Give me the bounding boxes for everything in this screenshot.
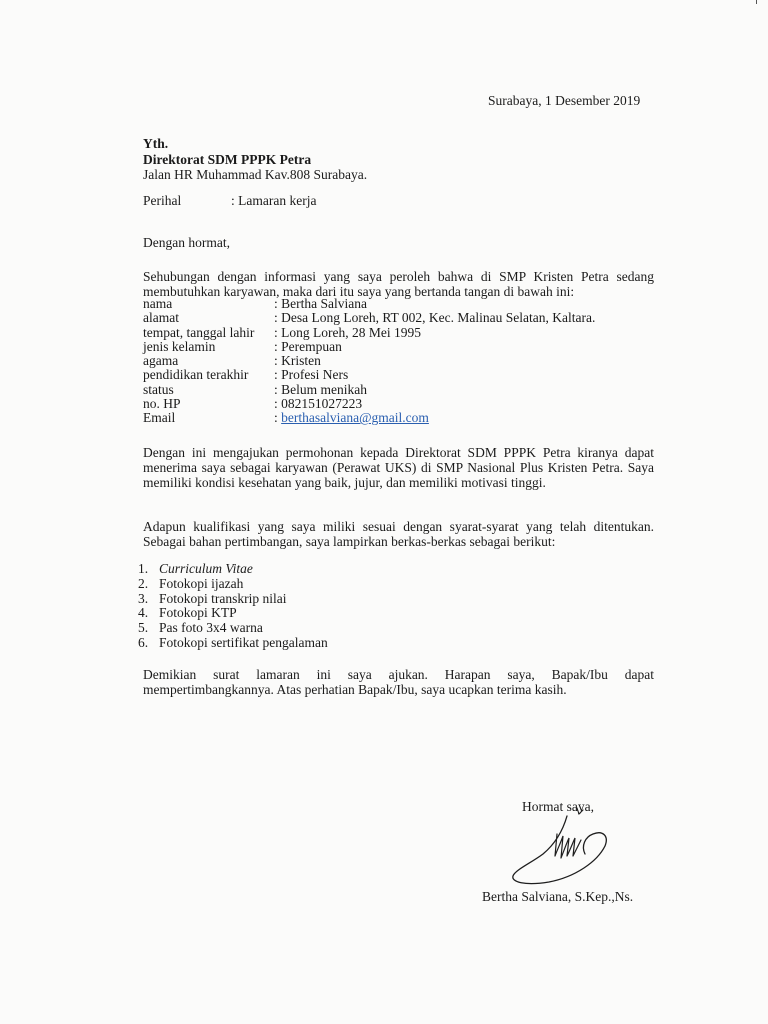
detail-label: agama <box>143 353 179 369</box>
detail-row-phone <box>143 396 663 410</box>
detail-label: status <box>143 381 174 397</box>
detail-row-birth <box>143 325 663 339</box>
list-text: Fotokopi KTP <box>159 605 237 621</box>
recipient-salutation: Yth. <box>143 136 169 151</box>
closing-paragraph: Demikian surat lamaran ini saya ajukan. Harapan saya, Bapak/Ibu dapat mempertimbangkannya. Atas perhatian Bapak/Ibu, saya ucapkan terima kasih. <box>143 667 654 697</box>
detail-label: Email <box>143 410 176 426</box>
detail-label: jenis kelamin <box>143 338 216 354</box>
detail-value: : Belum menikah <box>274 381 367 397</box>
list-number: 1. <box>138 561 149 576</box>
detail-value: : 082151027223 <box>274 396 363 412</box>
detail-label: pendidikan terakhir <box>143 367 249 383</box>
scan-mark <box>756 0 757 4</box>
detail-row-religion <box>143 353 663 367</box>
list-number: 6. <box>138 634 149 650</box>
detail-row-email <box>143 410 663 424</box>
place-date: Surabaya, 1 Desember 2019 <box>488 93 641 108</box>
list-text: Fotokopi transkrip nilai <box>159 590 287 606</box>
subject-label: Perihal <box>143 193 182 208</box>
detail-value: : Long Loreh, 28 Mei 1995 <box>274 324 421 340</box>
detail-label: no. HP <box>143 396 181 412</box>
closing-salutation: Hormat saya, <box>522 799 594 814</box>
email-prefix: : <box>274 410 282 426</box>
detail-label: alamat <box>143 310 179 326</box>
detail-row-address <box>143 310 663 324</box>
list-text: Fotokopi sertifikat pengalaman <box>159 634 328 650</box>
list-number: 5. <box>138 620 149 636</box>
subject-line <box>143 193 317 208</box>
recipient-name: Direktorat SDM PPPK Petra <box>143 151 312 167</box>
list-number: 4. <box>138 605 149 621</box>
greeting: Dengan hormat, <box>143 235 230 250</box>
detail-value <box>274 410 429 425</box>
list-text: Pas foto 3x4 warna <box>159 620 263 636</box>
signer-name: Bertha Salviana, S.Kep.,Ns. <box>482 889 634 904</box>
detail-value: : Bertha Salviana <box>274 296 367 311</box>
email-link[interactable]: berthasalviana@gmail.com <box>281 410 429 426</box>
intro-paragraph: Sehubungan dengan informasi yang saya peroleh bahwa di SMP Kristen Petra sedang membutuhkan karyawan, maka dari itu saya yang bertanda tangan di bawah ini: <box>143 269 654 299</box>
list-number: 3. <box>138 590 149 606</box>
list-text: Fotokopi ijazah <box>159 575 244 591</box>
detail-value: : Desa Long Loreh, RT 002, Kec. Malinau Selatan, Kaltara. <box>274 310 596 326</box>
subject-value: : Lamaran kerja <box>231 193 317 208</box>
detail-value: : Profesi Ners <box>274 367 349 383</box>
recipient-block <box>143 136 367 183</box>
detail-label: nama <box>143 296 173 311</box>
detail-value: : Perempuan <box>274 338 342 354</box>
application-paragraph: Dengan ini mengajukan permohonan kepada Direktorat SDM PPPK Petra kiranya dapat menerima saya sebagai karyawan (Perawat UKS) di SMP Nasional Plus Kristen Petra. Saya memiliki kondisi kesehatan yang baik, jujur, dan memiliki motivasi tinggi. <box>143 445 654 490</box>
detail-label: tempat, tanggal lahir <box>143 324 255 340</box>
detail-value: : Kristen <box>274 353 321 369</box>
qualification-paragraph: Adapun kualifikasi yang saya miliki sesuai dengan syarat-syarat yang telah ditentukan. Sebagai bahan pertimbangan, saya lampirkan berkas-berkas sebagai berikut: <box>143 519 654 549</box>
handwritten-signature <box>505 800 625 890</box>
detail-row-education <box>143 367 663 381</box>
detail-row-status <box>143 382 663 396</box>
list-text: Curriculum Vitae <box>159 561 253 576</box>
applicant-details <box>143 296 663 425</box>
list-number: 2. <box>138 575 149 591</box>
recipient-address: Jalan HR Muhammad Kav.808 Surabaya. <box>143 167 368 182</box>
detail-row-gender <box>143 339 663 353</box>
detail-row-name <box>143 296 663 310</box>
